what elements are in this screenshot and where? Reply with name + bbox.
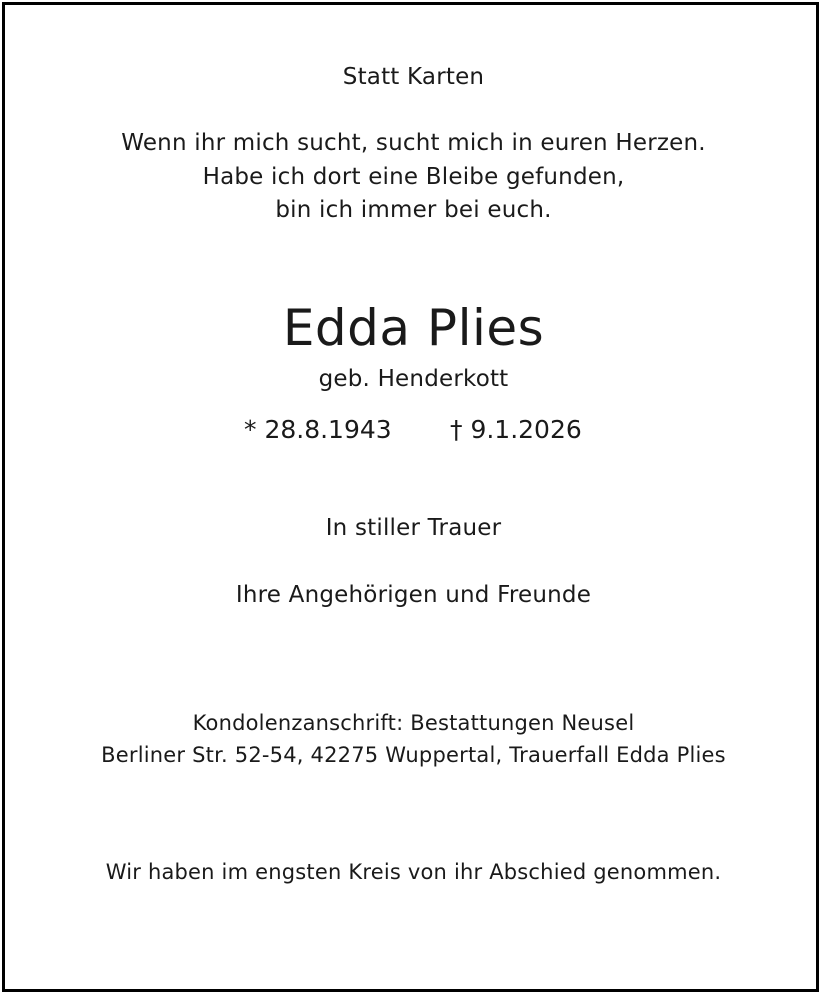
header-statt-karten: Statt Karten: [342, 64, 485, 90]
poem-line-1: Wenn ihr mich sucht, sucht mich in euren Herzen.: [121, 130, 706, 156]
poem-line-3: bin ich immer bei euch.: [275, 197, 552, 223]
death-date: † 9.1.2026: [450, 415, 582, 444]
mourning-phrase: In stiller Trauer: [325, 515, 502, 541]
mourners: Ihre Angehörigen und Freunde: [235, 582, 592, 608]
deceased-name: Edda Plies: [282, 299, 545, 357]
closing-note: Wir haben im engsten Kreis von ihr Abschied genommen.: [105, 860, 722, 884]
birth-date: * 28.8.1943: [244, 415, 392, 444]
condolence-line-1: Kondolenzanschrift: Bestattungen Neusel: [192, 711, 635, 735]
birth-name: geb. Henderkott: [318, 366, 509, 392]
life-dates: [0, 414, 827, 446]
condolence-line-2: Berliner Str. 52-54, 42275 Wuppertal, Trauerfall Edda Plies: [101, 743, 726, 767]
poem-line-2: Habe ich dort eine Bleibe gefunden,: [202, 164, 625, 190]
